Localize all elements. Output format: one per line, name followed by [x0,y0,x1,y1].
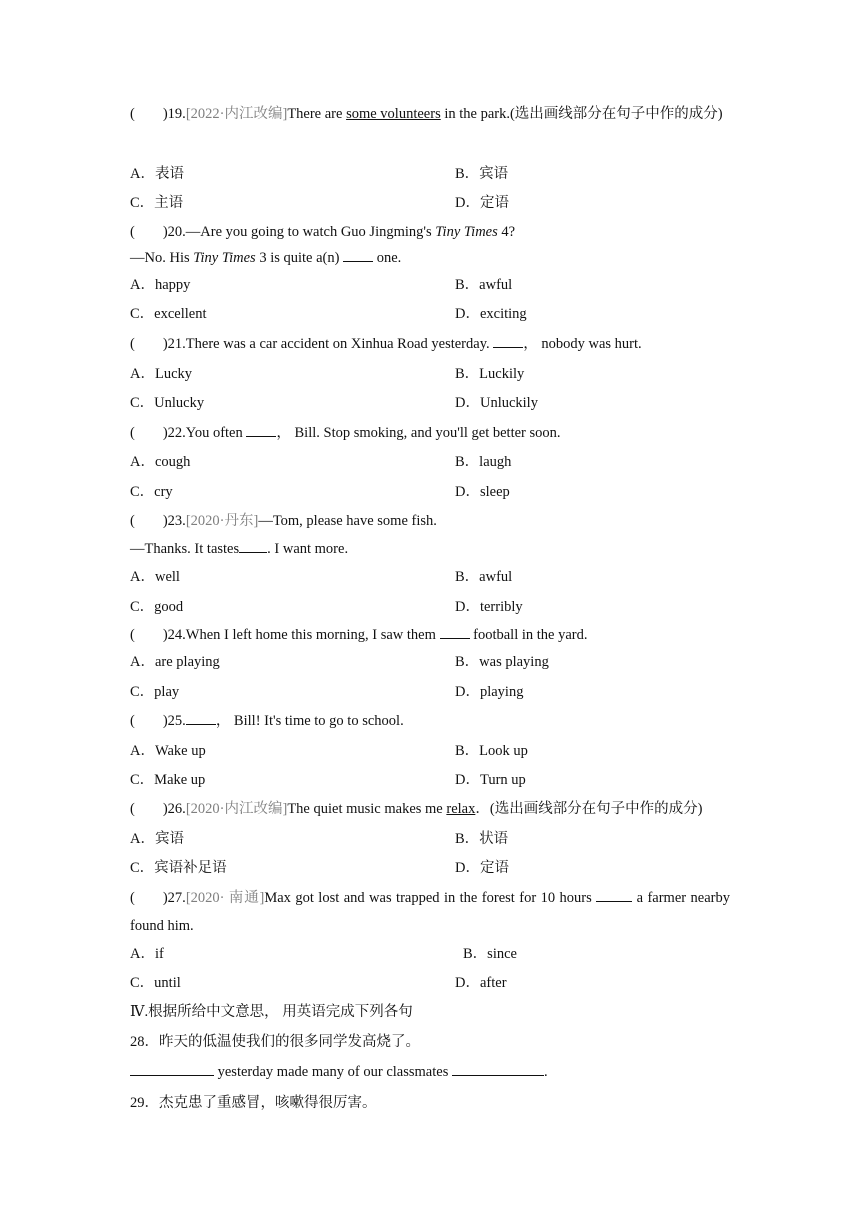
option-a: A．cough [130,454,191,470]
question-text: ， Bill! It's time to go to school. [215,713,404,729]
question-number: )27. [162,890,186,906]
option-c: C．excellent [130,306,207,322]
answer-blank [440,626,470,639]
question-text: —Tom, please have some fish. [258,513,437,529]
option-c: C．Unlucky [130,395,205,411]
question-source: [2020·内江改编] [185,801,288,817]
question-text: —Thanks. It tastes [130,541,240,557]
question-text: football in the yard. [469,627,588,643]
answer-blank [596,889,632,902]
option-d: D．Unluckily [455,395,538,411]
option-a: A．表语 [130,166,184,182]
question-text: 4? [497,224,516,240]
answer-blank[interactable] [452,1063,544,1076]
option-a: A．well [130,569,180,585]
question-text: Max got lost and was trapped in the forest for 10 hours [264,890,597,906]
option-b: B．宾语 [455,166,509,182]
section-heading: Ⅳ.根据所给中文意思， 用英语完成下列各句 [130,1004,413,1020]
option-b: B．awful [455,277,513,293]
option-d: D．after [455,975,507,991]
option-c: C．主语 [130,195,184,211]
question-source: [2022·内江改编] [185,106,288,122]
question-22 [130,424,730,442]
option-d: D．exciting [455,306,527,322]
answer-blank [246,424,276,437]
answer-blank[interactable] [130,1063,214,1076]
question-text: )20.—Are you going to watch Guo Jingming's [162,224,436,240]
option-d: D．playing [455,684,524,700]
answer-blank [493,335,523,348]
answer-paren: ( [130,106,135,122]
option-a: A．are playing [130,654,220,670]
answer-blank [239,540,267,553]
question-text: ， Bill. Stop smoking, and you'll get better soon. [276,425,561,441]
question-20-line-2 [130,249,730,267]
option-b: B．Look up [455,743,528,759]
question-29-prompt: 29．杰克患了重感冒，咳嗽得很厉害。 [130,1095,377,1111]
option-c: C．good [130,599,184,615]
question-text: )22.You often [162,425,247,441]
underlined-word: relax [446,801,476,817]
question-text: )24.When I left home this morning, I saw them [162,627,440,643]
question-text: . [543,1064,548,1080]
question-number: )23. [162,513,186,529]
option-c: C．宾语补足语 [130,860,227,876]
question-text: The quiet music makes me [287,801,447,817]
option-d: D．terribly [455,599,523,615]
question-text: )21.There was a car accident on Xinhua Road yesterday. [162,336,494,352]
question-text: ．(选出画线部分在句子中作的成分) [475,801,703,817]
question-27 [130,884,730,940]
option-d: D．定语 [455,195,509,211]
question-source: [2020· 南通] [185,890,265,906]
question-text: 3 is quite a(n) [255,250,344,266]
question-text: ， nobody was hurt. [523,336,642,352]
answer-paren: ( [130,801,135,817]
question-25 [130,712,730,730]
question-text: in the park.(选出画线部分在句子中作的成分) [440,106,723,122]
question-source: [2020·丹东] [185,513,259,529]
option-b: B．Luckily [455,366,525,382]
question-number: )26. [162,801,186,817]
question-text: )25. [162,713,186,729]
underlined-phrase: some volunteers [346,106,441,122]
answer-blank [343,249,373,262]
option-c: C．cry [130,484,173,500]
question-text: one. [373,250,402,266]
answer-paren: ( [130,336,135,352]
question-text: There are [287,106,347,122]
question-text: . I want more. [267,541,349,557]
question-number: )19. [162,106,186,122]
italic-title: Tiny Times [435,224,498,240]
answer-paren: ( [130,224,135,240]
answer-paren: ( [130,713,135,729]
question-21 [130,335,730,353]
italic-title: Tiny Times [193,250,256,266]
question-text: yesterday made many of our classmates [214,1064,452,1080]
option-b: B．状语 [455,831,509,847]
option-a: A．Wake up [130,743,206,759]
option-b: B．laugh [455,454,512,470]
answer-paren: ( [130,890,135,906]
option-d: D．定语 [455,860,509,876]
option-a: A．宾语 [130,831,184,847]
answer-paren: ( [130,513,135,529]
option-a: A．if [130,946,164,962]
option-b: B．since [463,946,517,962]
question-28-prompt: 28．昨天的低温使我们的很多同学发高烧了。 [130,1034,420,1050]
question-text: a farmer nearby found him. [130,890,730,934]
option-d: D．sleep [455,484,510,500]
question-text: —No. His [130,250,194,266]
question-23 [130,512,730,530]
option-d: D．Turn up [455,772,526,788]
option-c: C．play [130,684,180,700]
answer-blank [186,712,216,725]
question-20 [130,223,730,241]
question-28-sentence [130,1063,730,1081]
answer-paren: ( [130,425,135,441]
option-c: C．until [130,975,181,991]
question-26 [130,800,730,818]
option-b: B．was playing [455,654,549,670]
question-19 [130,100,730,128]
question-23-line-2 [130,540,730,558]
option-b: B．awful [455,569,513,585]
answer-paren: ( [130,627,135,643]
option-c: C．Make up [130,772,206,788]
question-24 [130,626,730,644]
option-a: A．Lucky [130,366,193,382]
option-a: A．happy [130,277,191,293]
